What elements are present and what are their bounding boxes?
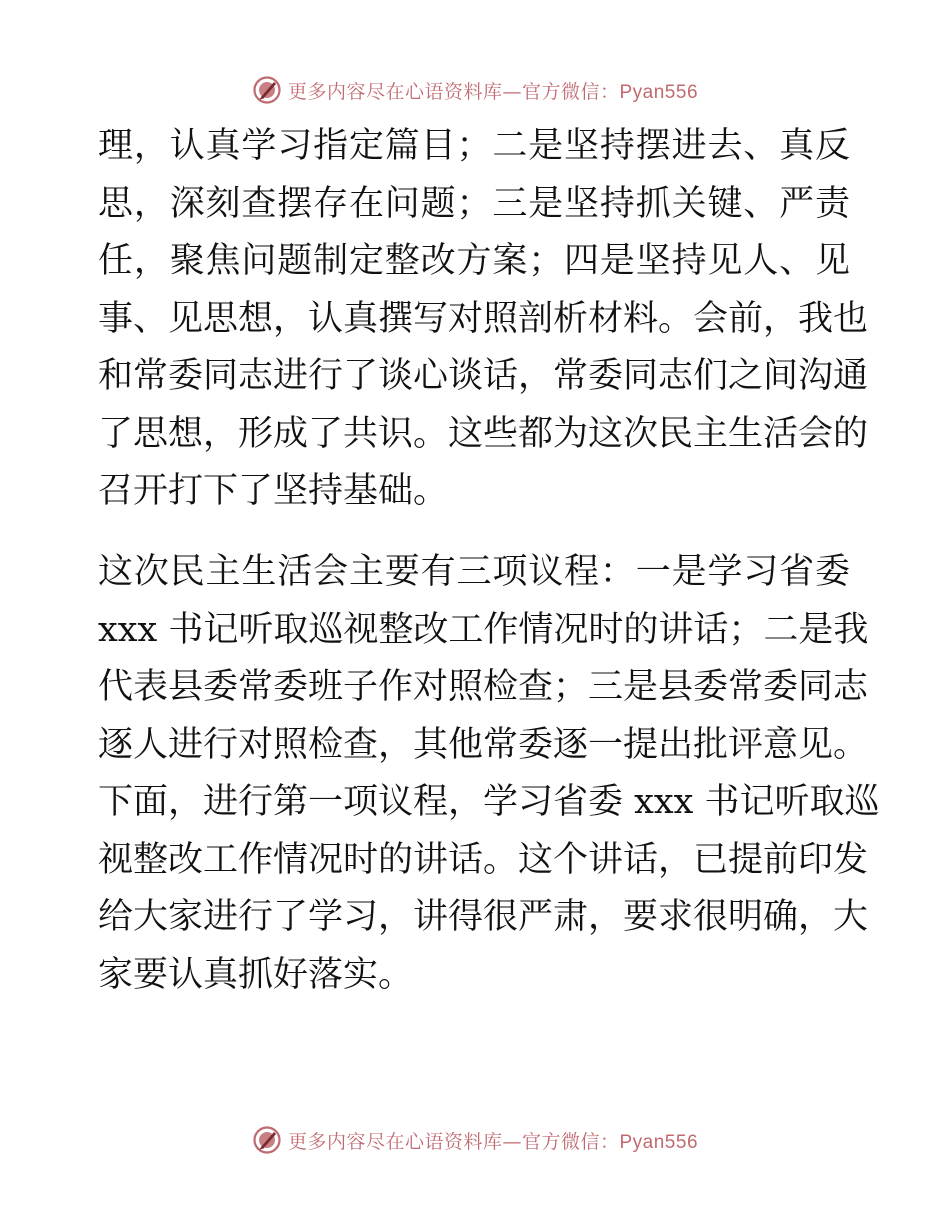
paragraph-line: 事、见思想，认真撰写对照剖析材料。会前，我也 — [98, 298, 869, 339]
paragraph-2 — [98, 544, 880, 1004]
paragraph-line: 视整改工作情况时的讲话。这个讲话，已提前印发 — [98, 839, 869, 880]
watermark-wechat-id: Pyan556 — [619, 81, 699, 103]
paragraph-line: 和常委同志进行了谈心谈话，常委同志们之间沟通 — [98, 356, 869, 396]
watermark-text — [288, 77, 698, 104]
footer-watermark — [0, 1122, 950, 1158]
paragraph-line: 家要认真抓好落实。 — [98, 954, 414, 995]
watermark-slogan: 更多内容尽在心语资料库 — [287, 1130, 503, 1153]
watermark-text — [288, 1127, 698, 1154]
quill-logo-icon — [252, 75, 282, 105]
paragraph-line: 任，聚焦问题制定整改方案；四是坚持见人、见 — [98, 241, 850, 281]
paragraph-line: 了思想，形成了共识。这些都为这次民主生活会的 — [98, 413, 869, 454]
watermark-wechat-id: Pyan556 — [619, 1131, 699, 1153]
paragraph-line: 这次民主生活会主要有三项议程：一是学习省委 — [98, 552, 850, 592]
quill-logo-icon — [252, 1125, 282, 1155]
paragraph-line: 思，深刻查摆存在问题；三是坚持抓关键、严责 — [98, 183, 850, 224]
paragraph-line: 理，认真学习指定篇目；二是坚持摆进去、真反 — [98, 126, 850, 166]
watermark-slogan: 更多内容尽在心语资料库 — [287, 80, 503, 103]
watermark-separator: — — [502, 1130, 522, 1153]
header-watermark — [0, 72, 950, 108]
watermark-wechat-label: 官方微信： — [521, 1130, 620, 1153]
paragraph-line: 代表县委常委班子作对照检查；三是县委常委同志 — [98, 667, 869, 707]
watermark-wechat-label: 官方微信： — [521, 80, 620, 103]
paragraph-line: xxx 书记听取巡视整改工作情况时的讲话；二是我 — [98, 609, 869, 650]
watermark-separator: — — [502, 80, 522, 103]
paragraph-line: 下面，进行第一项议程，学习省委 xxx 书记听取巡 — [98, 782, 880, 822]
paragraph-line: 给大家进行了学习，讲得很严肃，要求很明确，大 — [98, 897, 869, 937]
paragraph-1 — [98, 118, 869, 521]
paragraph-line: 逐人进行对照检查，其他常委逐一提出批评意见。 — [98, 724, 869, 765]
paragraph-line: 召开打下了坚持基础。 — [98, 471, 449, 511]
